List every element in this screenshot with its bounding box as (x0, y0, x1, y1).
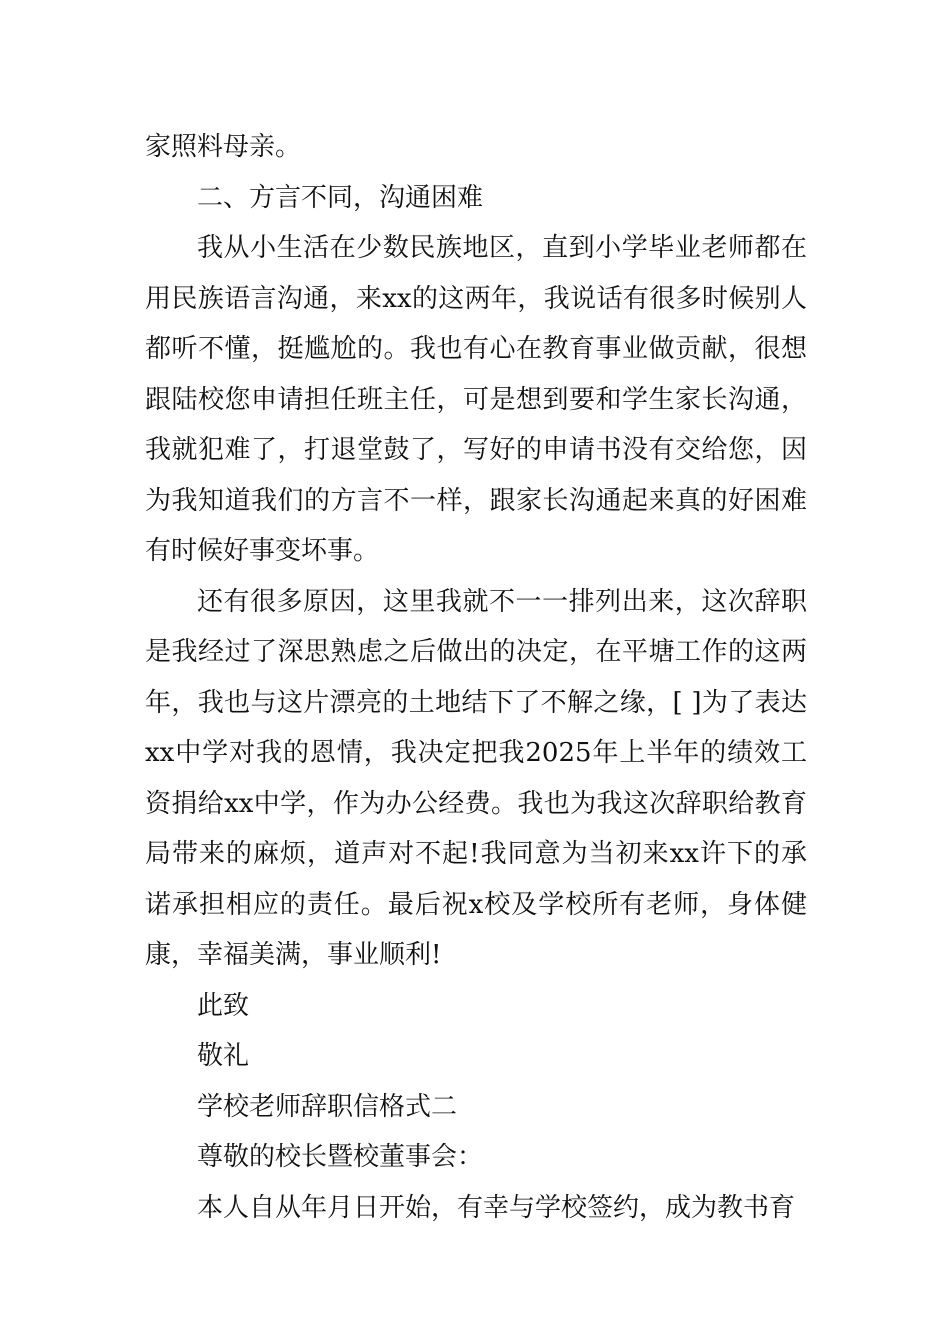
closing-jingli: 敬礼 (197, 1041, 250, 1071)
section-heading: 二、方言不同，沟通困难 (197, 182, 484, 213)
salutation: 尊敬的校长暨校董事会： (197, 1142, 484, 1172)
paragraph-other-reasons: 还有很多原因，这里我就不一一排列出来，这次辞职是我经过了深思熟虑之后做出的决定，在平塘工作的这两年，我也与这片漂亮的土地结下了不解之缘，[ ]为了表达xx中学对我的恩情，我决定把我2025年上半年的绩效工资捐给xx中学，作为办公经费。我也为我这次辞职给教育局带来的麻烦，道声对不起!我同意为当初来xx许下的承诺承担相应的责任。最后祝x校及学校所有老师，身体健康，幸福美满，事业顺利! (145, 586, 807, 970)
document-body (145, 122, 807, 1233)
closing-cizhi: 此致 (197, 990, 250, 1021)
letter-title: 学校老师辞职信格式二 (197, 1091, 458, 1122)
paragraph-dialect: 我从小生活在少数民族地区，直到小学毕业老师都在用民族语言沟通，来xx的这两年，我说话有很多时候别人都听不懂，挺尴尬的。我也有心在教育事业做贡献，很想跟陆校您申请担任班主任，可是想到要和学生家长沟通，我就犯难了，打退堂鼓了，写好的申请书没有交给您，因为我知道我们的方言不一样，跟家长沟通起来真的好困难有时候好事变坏事。 (145, 233, 807, 566)
paragraph-continuation: 家照料母亲。 (145, 132, 302, 162)
paragraph-intro: 本人自从年月日开始，有幸与学校签约，成为教书育 (197, 1192, 796, 1223)
